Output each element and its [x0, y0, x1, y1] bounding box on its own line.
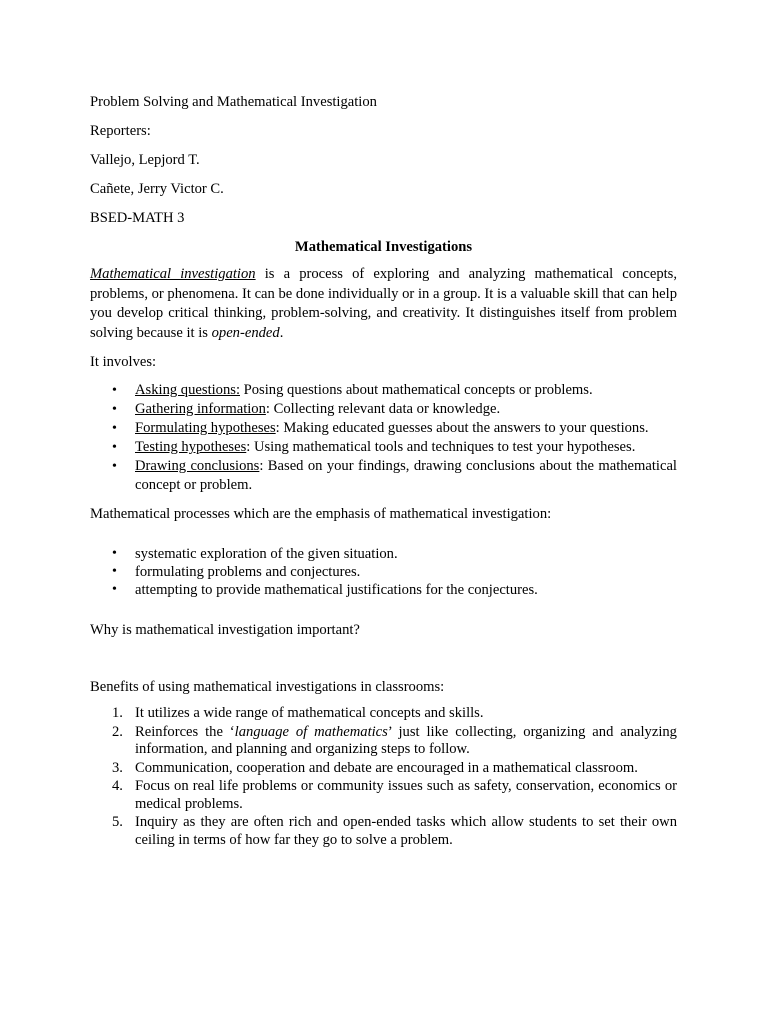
list-item-term: Drawing conclusions [135, 458, 260, 474]
list-item-text: formulating problems and conjectures. [135, 564, 361, 580]
list-item [90, 760, 677, 778]
document-page [90, 92, 677, 850]
benefits-list [90, 705, 677, 849]
list-item [90, 438, 677, 457]
list-item-number: 4. [112, 778, 123, 794]
processes-label: Mathematical processes which are the emphasis of mathematical investigation: [90, 506, 552, 522]
list-item-term: Gathering information [135, 401, 266, 417]
intro-end: . [279, 324, 284, 341]
bullet-icon: • [112, 421, 117, 436]
reporter-2: Cañete, Jerry Victor C. [90, 181, 224, 197]
intro-paragraph [90, 265, 677, 343]
bullet-icon: • [112, 383, 117, 398]
bullet-icon: • [112, 582, 117, 597]
section-label: BSED-MATH 3 [90, 210, 185, 226]
list-item-text: : Making educated guesses about the answers to your questions. [275, 420, 649, 436]
list-item [90, 814, 677, 849]
involves-label: It involves: [90, 354, 157, 370]
list-item-emphasis: language of mathematics [234, 723, 388, 740]
list-item-number: 5. [112, 814, 123, 830]
list-item [90, 581, 677, 599]
list-item-number: 3. [112, 759, 123, 776]
bullet-icon: • [112, 459, 117, 474]
involves-list [90, 381, 677, 495]
list-item-number: 1. [112, 705, 123, 721]
list-item [90, 778, 677, 813]
list-item [90, 724, 677, 759]
document-title: Mathematical Investigations [294, 239, 473, 255]
list-item-text: Communication, cooperation and debate are encouraged in a mathematical classroom. [135, 759, 638, 776]
list-item-number: 2. [112, 723, 123, 740]
list-item-text: It utilizes a wide range of mathematical concepts and skills. [135, 705, 484, 721]
list-item-text: : Based on your findings, drawing conclusions about the mathematical concept or problem. [135, 458, 677, 493]
intro-emphasis: open-ended [211, 324, 280, 341]
list-item-term: Asking questions: [135, 382, 240, 398]
list-item-text: attempting to provide mathematical justifications for the conjectures. [135, 582, 538, 598]
processes-list [90, 545, 677, 599]
benefits-label: Benefits of using mathematical investigations in classrooms: [90, 679, 445, 695]
list-item-term: Formulating hypotheses [135, 420, 276, 436]
intro-text: is a process of exploring and analyzing mathematical concepts, problems, or phenomena. It can be done individually or in a group. It is a valuable skill that can help you develop critical thinking, problem-solving, and creativity. It distinguishes itself from problem solving because it is [90, 266, 677, 341]
list-item-text: : Collecting relevant data or knowledge. [265, 401, 501, 417]
list-item [90, 419, 677, 438]
bullet-icon: • [112, 546, 117, 561]
list-item [90, 457, 677, 495]
course-title: Problem Solving and Mathematical Investigation [90, 94, 377, 110]
bullet-icon: • [112, 440, 117, 455]
list-item-text: Posing questions about mathematical concepts or problems. [240, 382, 593, 398]
list-item [90, 381, 677, 400]
list-item-text: Inquiry as they are often rich and open-ended tasks which allow students to set their own ceiling in terms of how far they go to solve a problem. [135, 814, 677, 848]
intro-term: Mathematical investigation [90, 266, 256, 282]
bullet-icon: • [112, 402, 117, 417]
question-heading: Why is mathematical investigation important? [90, 622, 360, 638]
list-item-text: : Using mathematical tools and techniques to test your hypotheses. [246, 439, 636, 455]
list-item [90, 705, 677, 723]
list-item-text-post: ’ just like collecting, organizing and analyzing information, and planning and organizing steps to follow. [135, 723, 677, 757]
list-item [90, 563, 677, 581]
list-item-text: systematic exploration of the given situation. [135, 546, 398, 562]
bullet-icon: • [112, 564, 117, 579]
list-item-text-pre: Reinforces the ‘ [135, 723, 235, 740]
reporters-label: Reporters: [90, 123, 151, 139]
list-item [90, 545, 677, 563]
list-item-text: Focus on real life problems or community issues such as safety, conservation, economics or medical problems. [135, 778, 677, 812]
list-item-term: Testing hypotheses [135, 439, 247, 455]
list-item [90, 400, 677, 419]
reporter-1: Vallejo, Lepjord T. [90, 152, 200, 168]
